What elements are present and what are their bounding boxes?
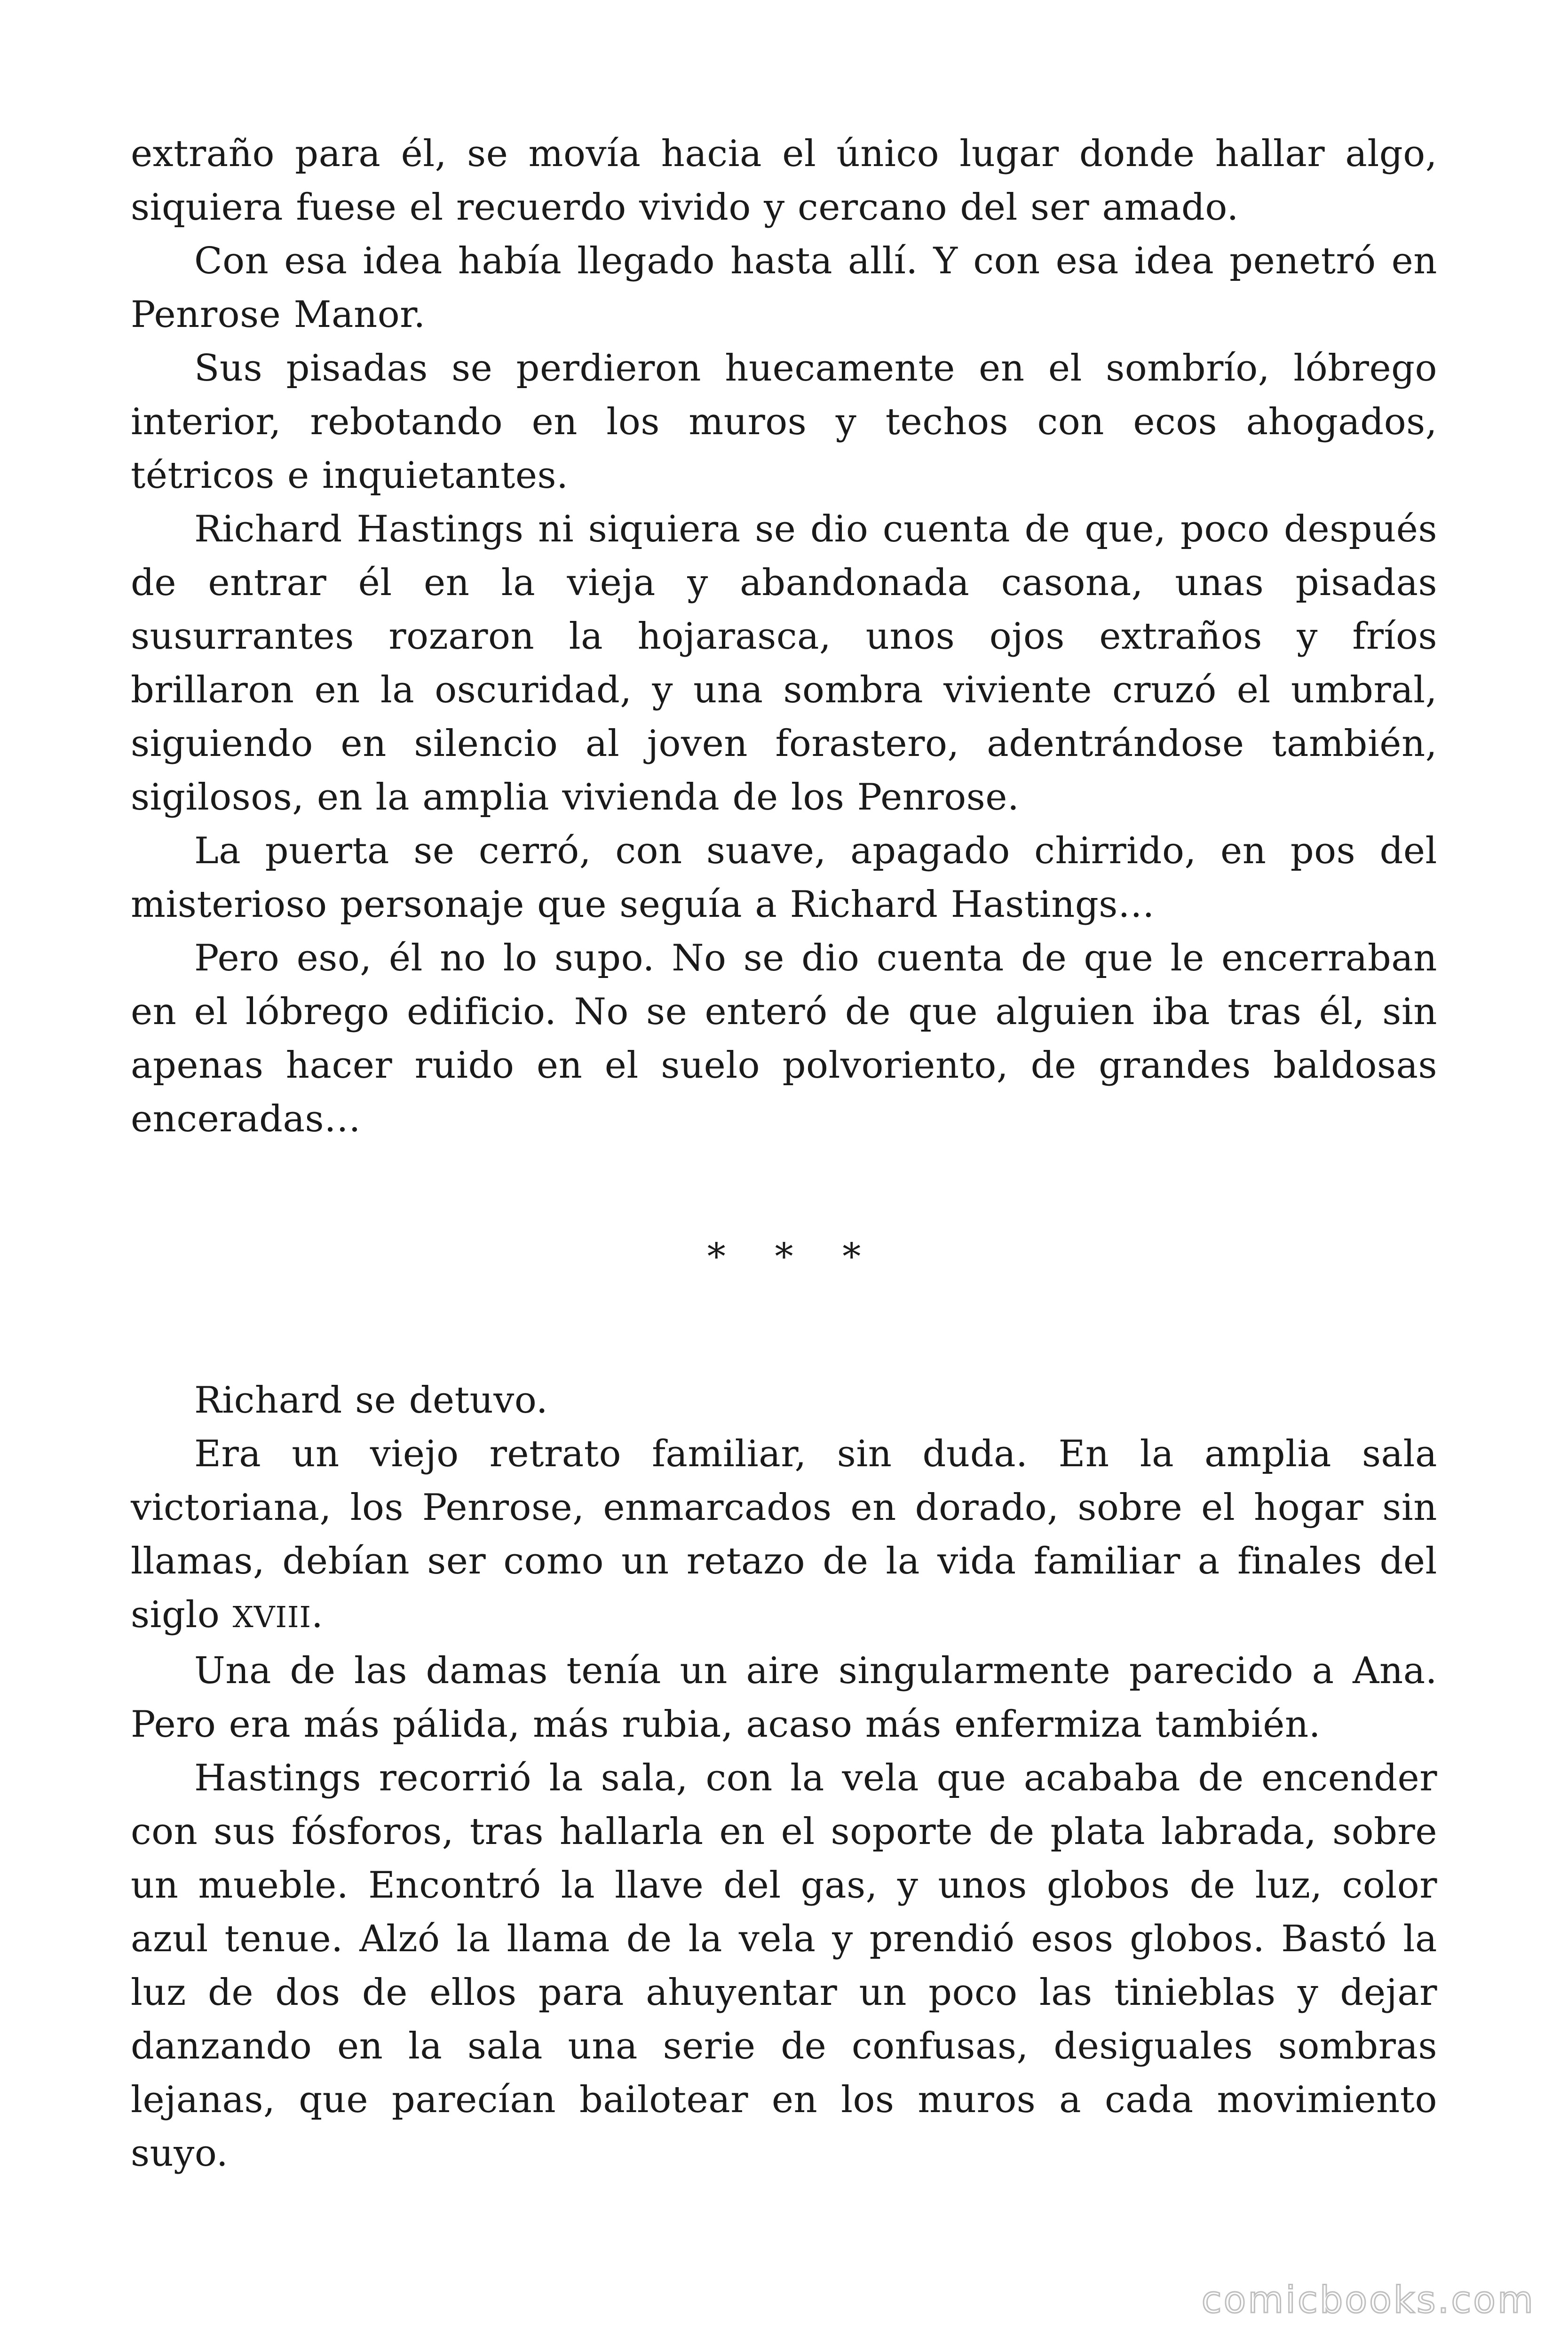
paragraph: Richard se detuvo. (194, 1379, 548, 1422)
paragraph: Con esa idea había llegado hasta allí. Y con esa idea penetró en Penrose Manor. (131, 240, 1437, 336)
text-block-after-break (131, 1374, 1437, 2180)
paragraph: Hastings recorrió la sala, con la vela que acababa de encender con sus fósforos, tras hallarla en el soporte de plata labrada, sobre un mueble. Encontró la llave del gas, y unos globos de luz, color azul tenue. Alzó la llama de la vela y prendió esos globos. Bastó la luz de dos de ellos para ahuyentar un poco las tinieblas y dejar danzando en la sala una serie de confusas, desiguales sombras lejanas, que parecían bailotear en los muros a cada movimiento suyo. (131, 1757, 1437, 2175)
paragraph-text: Era un viejo retrato familiar, sin duda. En la amplia sala victoriana, los Penrose, enmarcados en dorado, sobre el hogar sin llamas, debían ser como un retazo de la vida familiar a finales del siglo (131, 1433, 1437, 1636)
paragraph: Richard Hastings ni siquiera se dio cuenta de que, poco después de entrar él en la vieja y abandonada casona, unas pisadas susurrantes rozaron la hojarasca, unos ojos extraños y fríos brillaron en la oscuridad, y una sombra viviente cruzó el umbral, siguiendo en silencio al joven forastero, adentrándose también, sigilosos, en la amplia vivienda de los Penrose. (131, 508, 1437, 818)
paragraph (131, 1427, 1437, 1644)
paragraph-period: . (311, 1594, 324, 1636)
section-break-asterisks: * * * (707, 1236, 880, 1278)
roman-numeral-century: XVIII (232, 1600, 311, 1634)
paragraph: Una de las damas tenía un aire singularmente parecido a Ana. Pero era más pálida, más rubia, acaso más enfermiza también. (131, 1650, 1437, 1746)
text-block-before-break (131, 127, 1437, 1146)
paragraph-continued: extraño para él, se movía hacia el único lugar donde hallar algo, siquiera fuese el recuerdo vivido y cercano del ser amado. (131, 133, 1437, 229)
paragraph: Pero eso, él no lo supo. No se dio cuenta de que le encerraban en el lóbrego edificio. No se enteró de que alguien iba tras él, sin apenas hacer ruido en el suelo polvoriento, de grandes baldosas enceradas… (131, 937, 1437, 1140)
paragraph: La puerta se cerró, con suave, apagado chirrido, en pos del misterioso personaje que seguía a Richard Hastings… (131, 830, 1437, 926)
watermark-logo: comicbooks.com (1201, 2279, 1535, 2321)
paragraph: Sus pisadas se perdieron huecamente en el sombrío, lóbrego interior, rebotando en los muros y techos con ecos ahogados, tétricos e inquietantes. (131, 347, 1437, 497)
